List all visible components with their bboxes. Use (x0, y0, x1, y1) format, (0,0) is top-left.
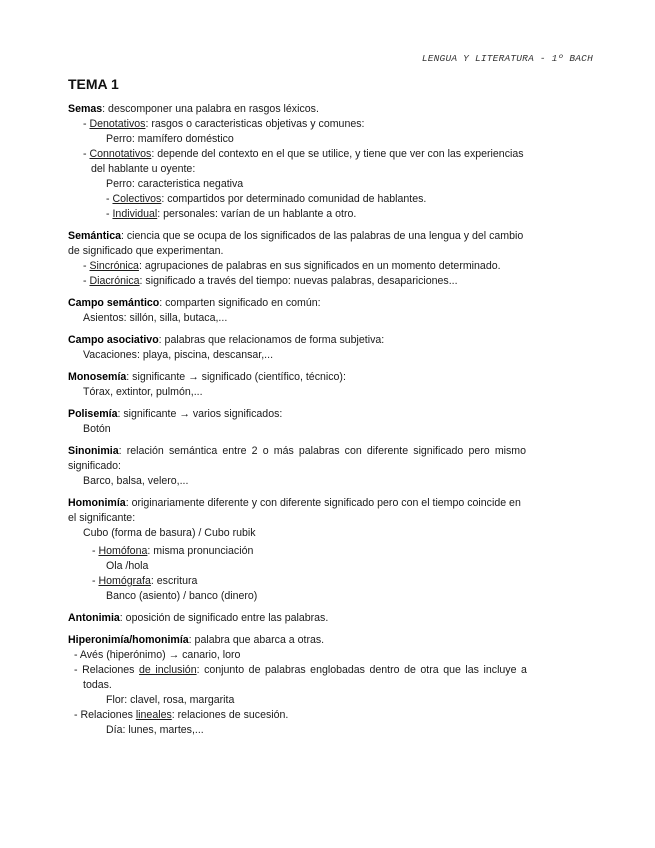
term-individual: Individual (112, 208, 158, 220)
bullet-dash: - (92, 545, 99, 557)
definition-text: : misma pronunciación (147, 545, 254, 557)
term-hiperonimia: Hiperonimía/homonimía (68, 634, 189, 646)
section-semas (68, 102, 592, 222)
example-denotativos: Perro: mamífero doméstico (106, 133, 234, 145)
example-connotativos: Perro: caracteristica negativa (106, 178, 244, 190)
list-item-inclusion (68, 663, 592, 678)
hiperonimia-definition (68, 633, 592, 648)
example-campo-semantico: Asientos: sillón, silla, butaca,... (83, 312, 228, 324)
list-item-connotativos-cont: del hablante u oyente: (91, 163, 196, 175)
document-body (68, 102, 592, 745)
list-item-diacronica (68, 274, 592, 289)
list-item-inclusion-cont: todas. (83, 679, 112, 691)
list-item-lineales (68, 708, 592, 723)
example-polisemia: Botón (83, 423, 111, 435)
bullet-dash: - (83, 118, 90, 130)
definition-text: : originariamente diferente y con diferente significado pero con el tiempo coincide en (125, 497, 521, 509)
sinonimia-definition-cont: significado: (68, 460, 121, 472)
page-title: TEMA 1 (68, 76, 119, 92)
definition-text: : rasgos o caracteristicas objetivas y comunes: (145, 118, 365, 130)
section-campo-semantico (68, 296, 592, 326)
section-campo-asociativo (68, 333, 592, 363)
term-campo-semantico: Campo semántico (68, 297, 160, 309)
homonimia-definition (68, 496, 592, 511)
example-lineales: Día: lunes, martes,... (106, 724, 204, 736)
definition-text: : conjunto de palabras englobadas dentro de otra que las incluye a (196, 664, 527, 676)
bullet-dash: - (83, 148, 90, 160)
term-sincronica: Sincrónica (89, 260, 139, 272)
list-item-denotativos (68, 117, 592, 132)
campo-semantico-definition (68, 296, 592, 311)
definition-text: : escritura (150, 575, 198, 587)
section-antonimia (68, 611, 592, 626)
definition-text: : relación semántica entre 2 o más palabras con diferente significado pero mismo (118, 445, 527, 457)
term-antonimia: Antonimia (68, 612, 120, 624)
example-homofona: Ola /hola (106, 560, 149, 572)
list-item-connotativos (68, 147, 592, 162)
bullet-dash: - Relaciones (74, 664, 140, 676)
example-homonimia: Cubo (forma de basura) / Cubo rubik (83, 527, 256, 539)
document-header: LENGUA Y LITERATURA - 1º BACH (421, 53, 593, 64)
sinonimia-definition (68, 444, 592, 459)
definition-text: : significante → varios significados: (117, 408, 283, 420)
bullet-dash: - (92, 575, 99, 587)
example-inclusion: Flor: clavel, rosa, margarita (106, 694, 235, 706)
definition-text: : oposición de significado entre las palabras. (119, 612, 329, 624)
definition-text: : ciencia que se ocupa de los significados de las palabras de una lengua y del cambio (121, 230, 524, 242)
monosemia-definition (68, 370, 592, 385)
campo-asociativo-definition (68, 333, 592, 348)
section-hiperonimia (68, 633, 592, 738)
definition-text: : palabra que abarca a otras. (188, 634, 325, 646)
term-monosemia: Monosemía (68, 371, 127, 383)
list-item-homofona (68, 544, 592, 559)
example-homografa: Banco (asiento) / banco (dinero) (106, 590, 258, 602)
semantica-definition (68, 229, 592, 244)
example-sinonimia: Barco, balsa, velero,... (83, 475, 189, 487)
section-homonimia (68, 496, 592, 604)
antonimia-definition (68, 611, 592, 626)
term-polisemia: Polisemía (68, 408, 118, 420)
term-lineales: lineales (135, 709, 172, 721)
term-semantica: Semántica (68, 230, 121, 242)
list-item-aves: - Avés (hiperónimo) → canario, loro (74, 649, 241, 661)
bullet-dash: - (106, 193, 113, 205)
polisemia-definition (68, 407, 592, 422)
bullet-dash: - (83, 260, 90, 272)
term-semas: Semas (68, 103, 103, 115)
list-item-colectivos (68, 192, 592, 207)
term-diacronica: Diacrónica (89, 275, 140, 287)
bullet-dash: - (83, 275, 90, 287)
term-homofona: Homófona (98, 545, 148, 557)
semantica-definition-cont: de significado que experimentan. (68, 245, 224, 257)
term-denotativos: Denotativos (89, 118, 146, 130)
definition-text: : significante → significado (científico, técnico): (126, 371, 346, 383)
definition-text: : relaciones de sucesión. (171, 709, 289, 721)
homonimia-definition-cont: el significante: (68, 512, 136, 524)
term-inclusion: de inclusión (139, 664, 197, 676)
list-item-sincronica (68, 259, 592, 274)
definition-text: : significado a través del tiempo: nuevas palabras, desapariciones... (139, 275, 458, 287)
term-colectivos: Colectivos (112, 193, 162, 205)
section-polisemia (68, 407, 592, 437)
example-campo-asociativo: Vacaciones: playa, piscina, descansar,... (83, 349, 274, 361)
definition-text: : agrupaciones de palabras en sus significados en un momento determinado. (138, 260, 501, 272)
list-item-individual (68, 207, 592, 222)
section-sinonimia (68, 444, 592, 489)
section-monosemia (68, 370, 592, 400)
example-monosemia: Tórax, extintor, pulmón,... (83, 386, 203, 398)
definition-text: : descomponer una palabra en rasgos léxicos. (102, 103, 319, 115)
definition-text: : compartidos por determinado comunidad de hablantes. (161, 193, 427, 205)
definition-text: : personales: varían de un hablante a otro. (157, 208, 357, 220)
section-semantica (68, 229, 592, 289)
definition-text: : comparten significado en común: (159, 297, 321, 309)
term-connotativos: Connotativos (89, 148, 152, 160)
definition-text: : palabras que relacionamos de forma subjetiva: (158, 334, 385, 346)
term-homografa: Homógrafa (98, 575, 151, 587)
term-homonimia: Homonimía (68, 497, 126, 509)
list-item-homografa (68, 574, 592, 589)
definition-text: : depende del contexto en el que se utilice, y tiene que ver con las experiencias (151, 148, 524, 160)
semas-definition (68, 102, 592, 117)
bullet-dash: - Relaciones (74, 709, 136, 721)
term-campo-asociativo: Campo asociativo (68, 334, 159, 346)
bullet-dash: - (106, 208, 113, 220)
term-sinonimia: Sinonimia (68, 445, 119, 457)
